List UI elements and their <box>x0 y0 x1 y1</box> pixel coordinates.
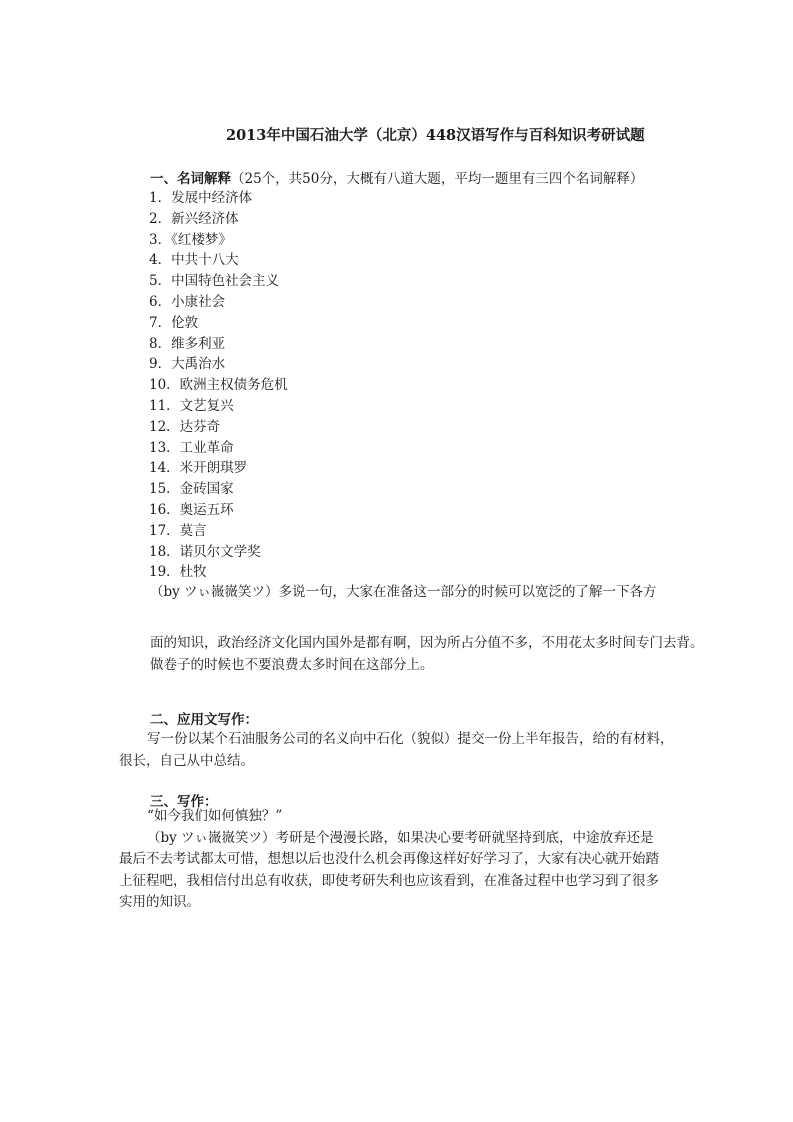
section1-remark-line1: （by ツぃ嶶嶶笑ツ）多说一句，大家在准备这一部分的时候可以宽泛的了解一下各方 <box>150 584 657 600</box>
section3-line2: 最后不去考试都太可惜，想想以后也没什么机会再像这样好好学习了，大家有决心就开始踏 <box>119 851 659 867</box>
section2-line2: 很长，自己从中总结。 <box>119 753 254 769</box>
list-item: 14．米开朗琪罗 <box>149 460 248 477</box>
section1-note: （25个，共50分，大概有八道大题，平均一题里有三四个名词解释） <box>231 171 644 187</box>
section1-heading: 一、名词解释 <box>150 171 231 187</box>
list-item: 18．诺贝尔文学奖 <box>149 543 261 560</box>
list-item: 8．维多利亚 <box>149 335 226 352</box>
section3-line3: 上征程吧，我相信付出总有收获，即使考研失利也应该看到，在准备过程中也学习到了很多 <box>119 872 659 889</box>
list-item: 15．金砖国家 <box>149 481 234 498</box>
section1-remark-line3: 做卷子的时候也不要浪费太多时间在这部分上。 <box>150 657 434 673</box>
section3-line4: 实用的知识。 <box>119 894 200 910</box>
list-item: 4．中共十八大 <box>149 252 239 269</box>
list-item: 6．小康社会 <box>149 293 226 310</box>
list-item: 9．大禹治水 <box>149 356 226 373</box>
section2-body <box>119 728 679 772</box>
list-item: 13．工业革命 <box>149 439 234 456</box>
list-item: 1．发展中经济体 <box>149 190 253 206</box>
section1-remark-continued <box>150 632 704 676</box>
list-item: 5．中国特色社会主义 <box>149 273 280 290</box>
section3-topic: “如今我们如何慎独？” <box>147 808 283 824</box>
list-item: 12．达芬奇 <box>149 418 221 435</box>
section3-heading: 三、写作： <box>150 794 218 810</box>
list-item: 7．伦敦 <box>149 314 199 331</box>
list-item: 19．杜牧 <box>149 564 207 581</box>
term-list <box>149 188 288 583</box>
list-item: 11．文艺复兴 <box>149 397 234 414</box>
section2-heading: 二、应用文写作： <box>150 712 258 728</box>
section1-remark-line2: 面的知识，政治经济文化国内国外是都有啊，因为所占分值不多，不用花太多时间专门去背。 <box>150 635 704 651</box>
section1-header <box>150 167 643 187</box>
section3-line1: （by ツぃ嶶嶶笑ツ）考研是个漫漫长路，如果决心要考研就坚持到底，中途放弃还是 <box>147 829 654 846</box>
section3-body <box>119 806 689 914</box>
list-item: 17．莫言 <box>149 522 207 539</box>
list-item: 10．欧洲主权债务危机 <box>149 377 288 394</box>
list-item: 2．新兴经济体 <box>149 210 239 227</box>
section2-line1: 写一份以某个石油服务公司的名义向中石化（貌似）提交一份上半年报告，给的有材料， <box>147 731 674 747</box>
page-title: 2013年中国石油大学（北京）448汉语写作与百科知识考研试题 <box>226 127 645 144</box>
list-item: 16．奥运五环 <box>149 501 234 518</box>
list-item: 3．《红楼梦》 <box>149 231 232 248</box>
